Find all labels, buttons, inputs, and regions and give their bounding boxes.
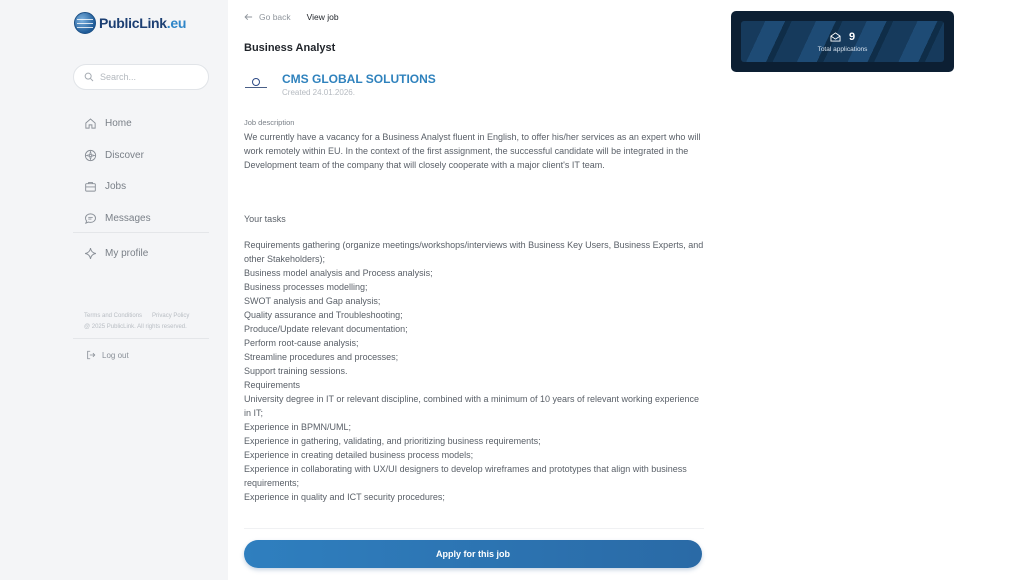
topbar [244, 12, 339, 22]
logout-icon [86, 350, 96, 360]
sidebar-item-messages[interactable] [84, 203, 210, 235]
privacy-link[interactable]: Privacy Policy [152, 313, 190, 319]
search-box[interactable] [73, 64, 209, 90]
task-item: Experience in BPMN/UML; [244, 422, 352, 432]
arrow-left-icon [244, 13, 253, 21]
company-logo [244, 72, 268, 94]
logout-label: Log out [102, 350, 129, 360]
sidebar-item-discover[interactable] [84, 140, 210, 172]
task-item: Produce/Update relevant documentation; [244, 324, 408, 334]
company-name[interactable]: CMS GLOBAL SOLUTIONS [282, 72, 436, 86]
briefcase-icon [84, 180, 97, 193]
task-item: Streamline procedures and processes; [244, 352, 399, 362]
sidebar-item-label: Home [105, 118, 132, 130]
task-item: Experience in collaborating with UX/UI designers to develop wireframes and prototypes that align with business requirements; [244, 464, 687, 488]
logout-button[interactable] [86, 350, 129, 360]
applications-count: 9 [848, 30, 856, 43]
applications-card [731, 11, 954, 72]
globe-icon [74, 12, 96, 34]
sidebar-item-profile[interactable] [84, 238, 148, 270]
copyright-text: @ 2025 PublicLink. All rights reserved. [84, 324, 187, 330]
sidebar [0, 0, 228, 580]
task-item: Perform root-cause analysis; [244, 338, 359, 348]
applications-label: Total applications [817, 45, 868, 53]
breadcrumb-view-job: View job [306, 12, 339, 22]
brand-name: PublicLink.eu [99, 15, 187, 31]
sidebar-item-home[interactable] [84, 108, 210, 140]
sidebar-item-label: My profile [105, 248, 149, 260]
terms-link[interactable]: Terms and Conditions [84, 313, 143, 319]
company-logo-mark [252, 78, 260, 86]
task-item: University degree in IT or relevant discipline, combined with a minimum of 10 years of relevant working experience in IT; [244, 394, 700, 418]
sidebar-item-label: Jobs [105, 181, 127, 193]
sidebar-item-label: Discover [105, 149, 144, 161]
task-item: Business model analysis and Process analysis; [244, 268, 433, 278]
apply-button[interactable]: Apply for this job [244, 540, 702, 568]
task-item: Experience in quality and ICT security procedures; [244, 492, 445, 502]
envelope-open-icon [830, 32, 841, 42]
search-icon [84, 72, 94, 82]
task-item: SWOT analysis and Gap analysis; [244, 296, 381, 306]
tasks-list [244, 238, 704, 504]
content-divider [244, 528, 704, 529]
home-icon [84, 117, 97, 130]
task-item: Experience in gathering, validating, and prioritizing business requirements; [244, 436, 541, 446]
tasks-title: Your tasks [244, 214, 286, 224]
task-item: Requirements [244, 380, 301, 390]
chat-bubble-icon [84, 212, 97, 225]
company-logo-bar [245, 87, 267, 89]
sidebar-divider [73, 232, 209, 233]
sidebar-nav [84, 108, 210, 234]
compass-icon [84, 149, 97, 162]
task-item: Quality assurance and Troubleshooting; [244, 310, 403, 320]
task-item: Support training sessions. [244, 366, 348, 376]
sidebar-item-label: Messages [105, 212, 151, 224]
job-created-date: Created 24.01.2026. [282, 88, 355, 97]
content-fade [244, 506, 704, 520]
company-header [244, 72, 436, 97]
task-item: Experience in creating detailed business process models; [244, 450, 474, 460]
go-back-label: Go back [259, 12, 291, 22]
brand-logo[interactable] [74, 12, 186, 34]
description-label: Job description [244, 118, 295, 127]
task-item: Business processes modelling; [244, 282, 368, 292]
footer-links [84, 311, 189, 333]
job-description: We currently have a vacancy for a Business Analyst fluent in English, to offer his/her services as an expert who will work remotely within EU. In the context of the first assignment, the successful candidate will be integrated in the Development team of the company that will closely cooperate with a major client's IT team. [244, 132, 701, 170]
sparkle-icon [84, 247, 97, 260]
sidebar-divider [73, 338, 209, 339]
sidebar-item-jobs[interactable] [84, 171, 210, 203]
job-content[interactable] [244, 118, 704, 518]
job-title: Business Analyst [244, 42, 336, 54]
search-input[interactable] [100, 72, 200, 82]
go-back-button[interactable] [244, 12, 291, 22]
task-item: Requirements gathering (organize meetings/workshops/interviews with Business Key Users, Business Experts, and other Stakeholders); [244, 240, 704, 264]
